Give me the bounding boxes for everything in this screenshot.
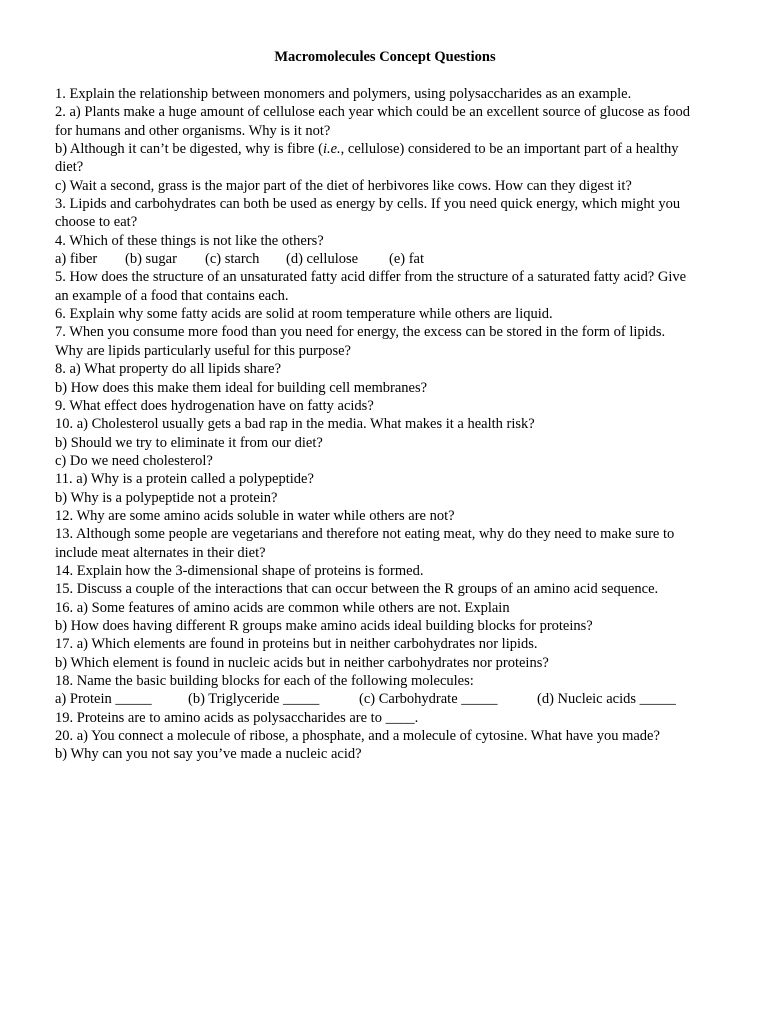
question-line: b) How does having different R groups make amino acids ideal building blocks for proteins? <box>55 617 593 634</box>
question-line: 11. a) Why is a protein called a polypeptide? <box>55 471 314 488</box>
question-line: diet? <box>55 159 84 176</box>
question-line: 16. a) Some features of amino acids are common while others are not. Explain <box>55 599 510 616</box>
question-line: 6. Explain why some fatty acids are solid at room temperature while others are liquid. <box>55 306 553 323</box>
q4-option: (e) fat <box>389 251 425 268</box>
question-line: 17. a) Which elements are found in proteins but in neither carbohydrates nor lipids. <box>55 636 538 653</box>
q4-option: (c) starch <box>205 251 260 268</box>
question-line: 7. When you consume more food than you need for energy, the excess can be stored in the form of lipids. <box>55 324 666 341</box>
question-line: b) Although it can’t be digested, why is fibre (i.e., cellulose) considered to be an important part of a healthy <box>55 141 679 158</box>
q18-option: a) Protein _____ <box>55 691 152 708</box>
question-line: b) Which element is found in nucleic acids but in neither carbohydrates nor proteins? <box>55 654 549 671</box>
question-line: 19. Proteins are to amino acids as polysaccharides are to ____. <box>55 709 419 726</box>
question-list <box>55 85 725 764</box>
question-line: 4. Which of these things is not like the others? <box>55 232 324 249</box>
question-line: b) Should we try to eliminate it from our diet? <box>55 434 323 451</box>
q4-option: (b) sugar <box>125 251 177 268</box>
question-line: b) Why can you not say you’ve made a nucleic acid? <box>55 746 362 763</box>
question-line: b) Why is a polypeptide not a protein? <box>55 489 278 506</box>
q4-options-row <box>55 250 725 268</box>
q18-option: (b) Triglyceride _____ <box>188 691 320 708</box>
question-line: 9. What effect does hydrogenation have on fatty acids? <box>55 397 374 414</box>
question-line: 1. Explain the relationship between monomers and polymers, using polysaccharides as an example. <box>55 86 632 102</box>
question-line: an example of a food that contains each. <box>55 287 289 304</box>
page-title: Macromolecules Concept Questions <box>274 49 496 65</box>
q4-option: (d) cellulose <box>286 251 359 268</box>
question-line: 3. Lipids and carbohydrates can both be used as energy by cells. If you need quick energy, which might you <box>55 196 681 213</box>
question-line: 10. a) Cholesterol usually gets a bad rap in the media. What makes it a health risk? <box>55 416 535 433</box>
question-line: b) How does this make them ideal for building cell membranes? <box>55 379 428 396</box>
question-line: 13. Although some people are vegetarians and therefore not eating meat, why do they need to make sure to <box>55 526 675 543</box>
q18-option: (c) Carbohydrate _____ <box>359 691 498 708</box>
q18-options-row <box>55 690 725 708</box>
question-line: choose to eat? <box>55 214 138 231</box>
question-line: 20. a) You connect a molecule of ribose, a phosphate, and a molecule of cytosine. What have you made? <box>55 728 660 745</box>
question-line: Why are lipids particularly useful for this purpose? <box>55 342 351 359</box>
question-line: 15. Discuss a couple of the interactions that can occur between the R groups of an amino acid sequence. <box>55 581 659 598</box>
question-line: 12. Why are some amino acids soluble in water while others are not? <box>55 507 455 524</box>
q4-option: a) fiber <box>55 251 98 268</box>
question-line: 18. Name the basic building blocks for each of the following molecules: <box>55 673 474 689</box>
question-line: c) Wait a second, grass is the major part of the diet of herbivores like cows. How can they digest it? <box>55 177 632 194</box>
question-line: 5. How does the structure of an unsaturated fatty acid differ from the structure of a saturated fatty acid? Give <box>55 269 687 286</box>
question-line: include meat alternates in their diet? <box>55 544 266 561</box>
question-line: c) Do we need cholesterol? <box>55 452 213 469</box>
question-line: 14. Explain how the 3-dimensional shape of proteins is formed. <box>55 562 424 579</box>
question-line: 2. a) Plants make a huge amount of cellulose each year which could be an excellent source of glucose as food <box>55 104 690 121</box>
question-line: 8. a) What property do all lipids share? <box>55 361 282 378</box>
q18-option: (d) Nucleic acids _____ <box>537 691 676 708</box>
question-line: for humans and other organisms. Why is it not? <box>55 122 331 139</box>
